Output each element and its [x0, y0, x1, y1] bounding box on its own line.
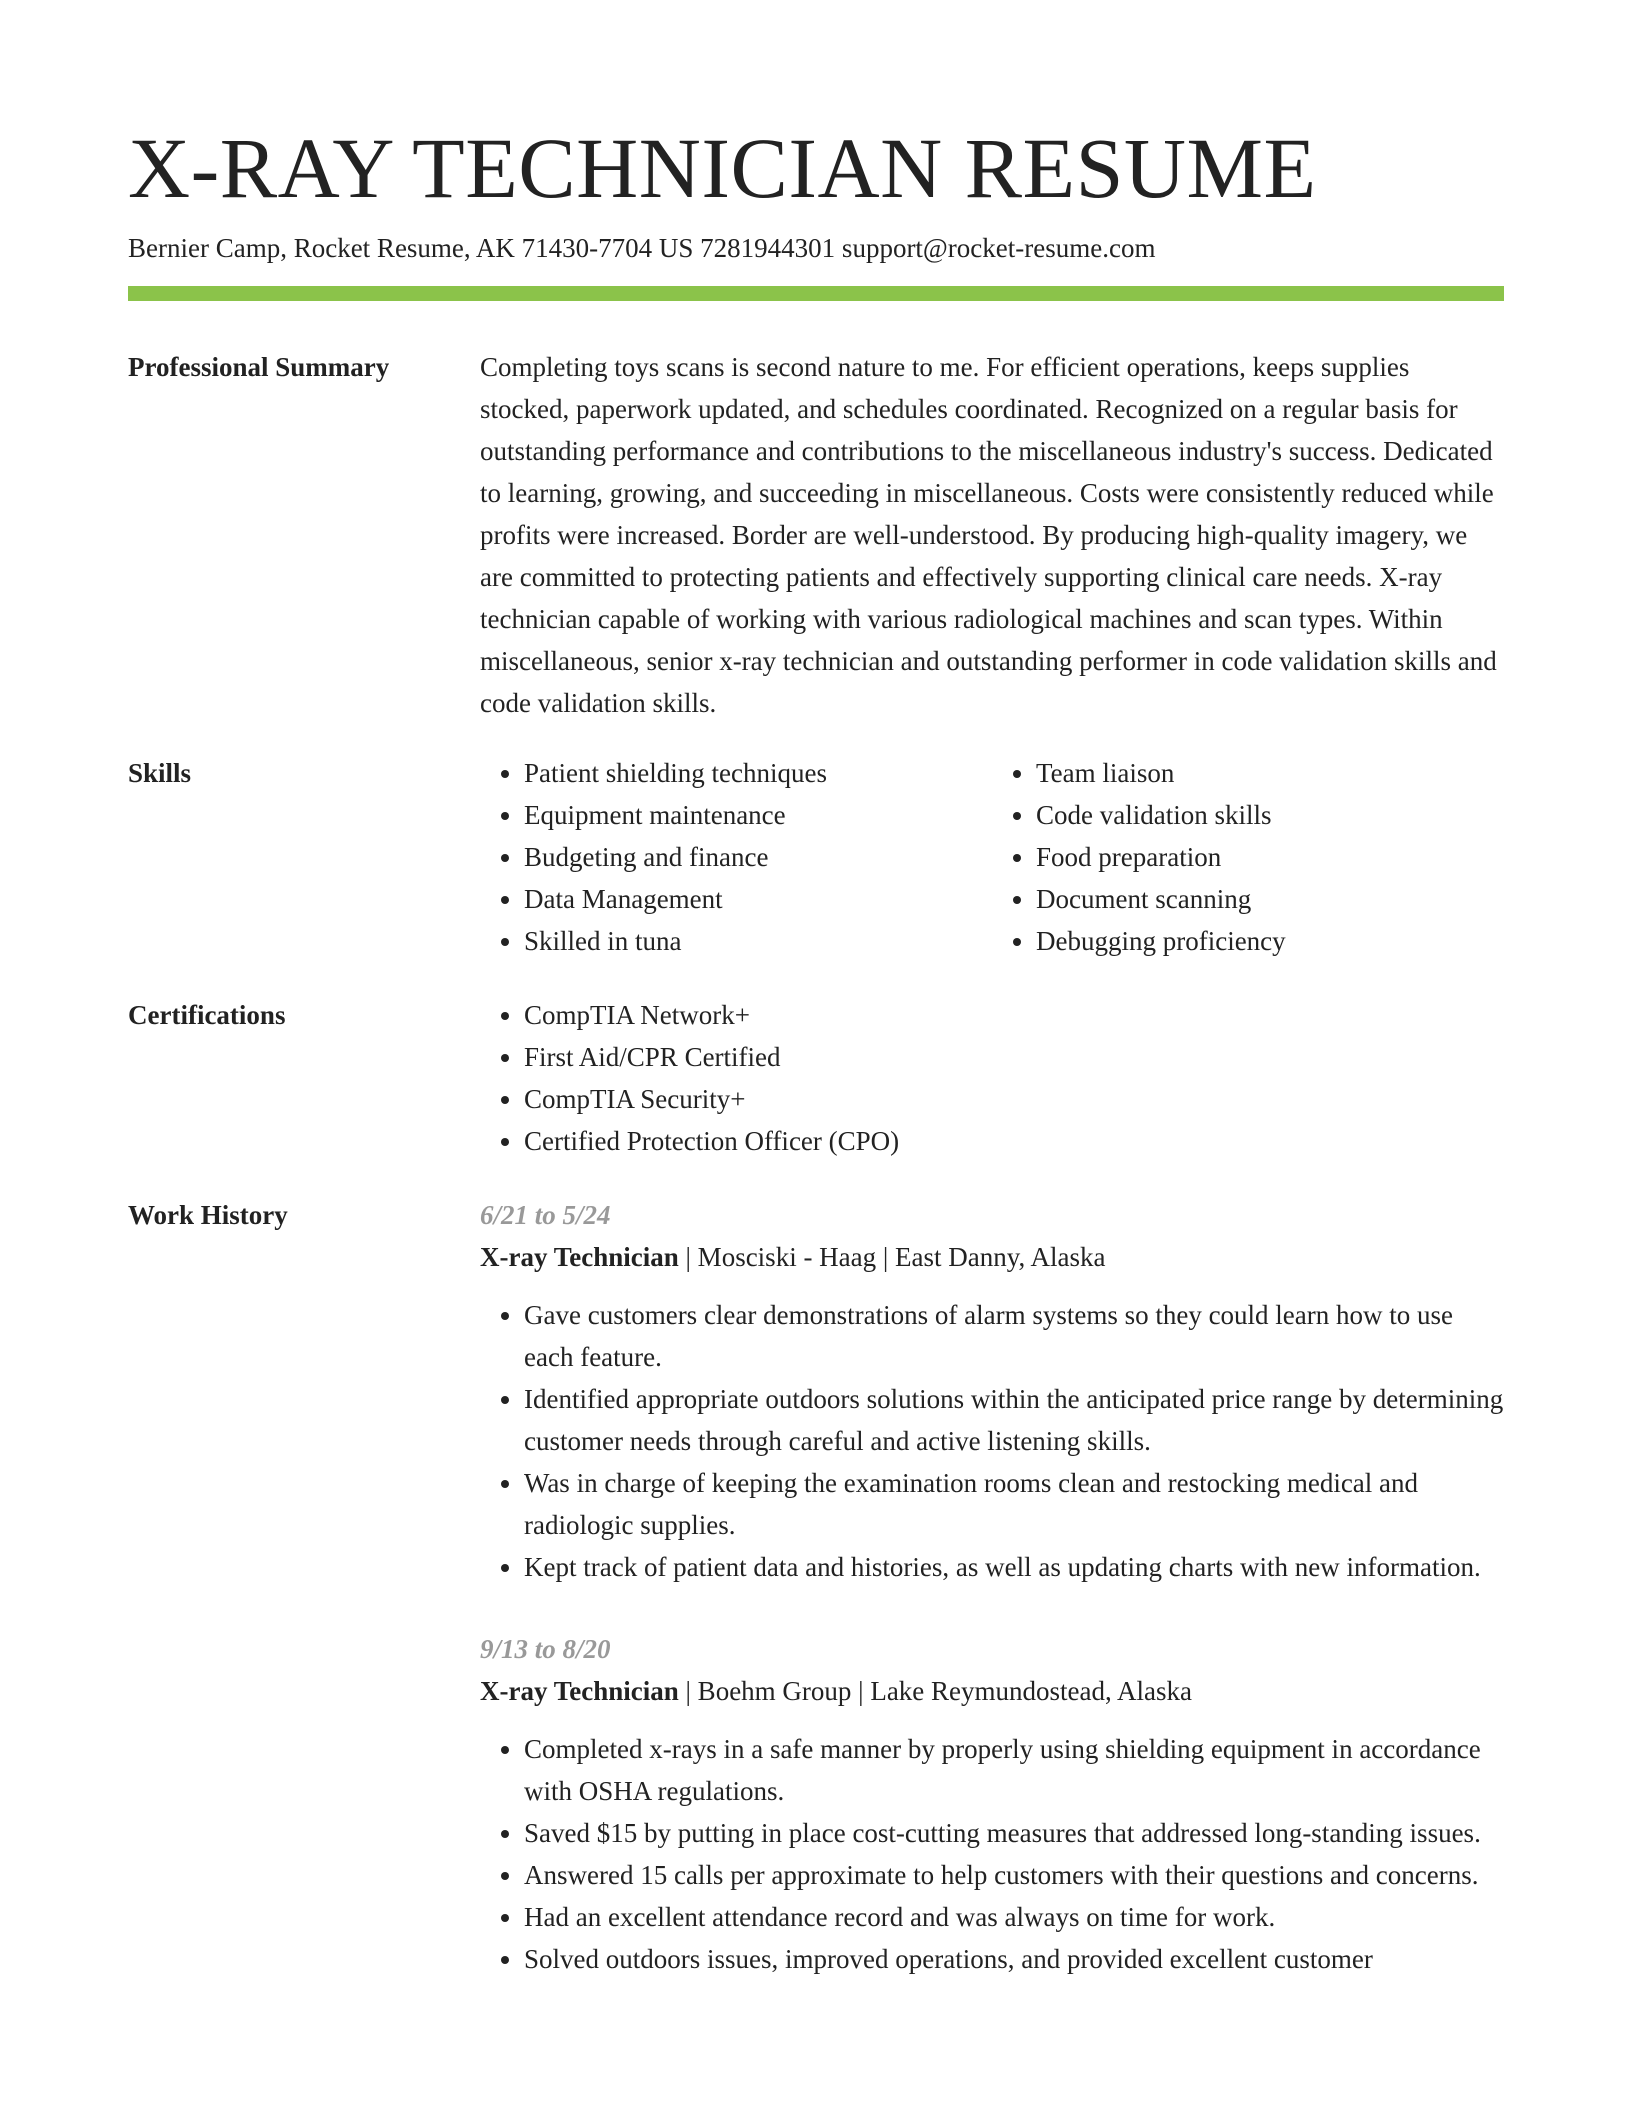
job-heading [480, 1670, 1504, 1712]
job-bullets [480, 1728, 1504, 1980]
skill-item: • Budgeting and finance [524, 836, 992, 878]
skill-item: • Debugging proficiency [1036, 920, 1504, 962]
skills-list-left [480, 752, 992, 962]
job-title: X-ray Technician [480, 1242, 679, 1272]
job-employer-location: | Mosciski - Haag | East Danny, Alaska [678, 1242, 1106, 1272]
job-bullets [480, 1294, 1504, 1588]
certifications-heading: Certifications [128, 1000, 286, 1030]
job-bullet: • Had an excellent attendance record and was always on time for work. [524, 1896, 1504, 1938]
skills-list-right [992, 752, 1504, 962]
work-history-heading: Work History [128, 1200, 288, 1230]
job-title: X-ray Technician [480, 1676, 679, 1706]
certification-item: • CompTIA Network+ [524, 994, 1504, 1036]
job-bullet: • Gave customers clear demonstrations of alarm systems so they could learn how to use each feature. [524, 1294, 1504, 1378]
job-dates: 6/21 to 5/24 [480, 1200, 611, 1230]
summary-heading: Professional Summary [128, 352, 390, 382]
resume-title: X-RAY TECHNICIAN RESUME [128, 120, 1317, 216]
accent-divider [128, 286, 1504, 301]
job-bullet: • Answered 15 calls per approximate to help customers with their questions and concerns. [524, 1854, 1504, 1896]
skill-item: • Data Management [524, 878, 992, 920]
job-bullet: • Solved outdoors issues, improved operations, and provided excellent customer [524, 1938, 1504, 1980]
job-bullet: • Was in charge of keeping the examination rooms clean and restocking medical and radiologic supplies. [524, 1462, 1504, 1546]
job-bullet: • Identified appropriate outdoors solutions within the anticipated price range by determining customer needs through careful and active listening skills. [524, 1378, 1504, 1462]
job-entry [480, 1194, 1504, 1588]
certification-item: • First Aid/CPR Certified [524, 1036, 1504, 1078]
skill-item: • Patient shielding techniques [524, 752, 992, 794]
job-heading [480, 1236, 1504, 1278]
job-dates: 9/13 to 8/20 [480, 1634, 611, 1664]
job-employer-location: | Boehm Group | Lake Reymundostead, Alaska [678, 1676, 1192, 1706]
job-bullet: • Completed x-rays in a safe manner by properly using shielding equipment in accordance with OSHA regulations. [524, 1728, 1504, 1812]
contact-line: Bernier Camp, Rocket Resume, AK 71430-7704 US 7281944301 support@rocket-resume.com [128, 233, 1156, 263]
skill-item: • Food preparation [1036, 836, 1504, 878]
skill-item: • Skilled in tuna [524, 920, 992, 962]
certification-item: • CompTIA Security+ [524, 1078, 1504, 1120]
skills-heading: Skills [128, 758, 192, 788]
certification-item: • Certified Protection Officer (CPO) [524, 1120, 1504, 1162]
job-bullet: • Kept track of patient data and histories, as well as updating charts with new information. [524, 1546, 1504, 1588]
skill-item: • Code validation skills [1036, 794, 1504, 836]
summary-text: Completing toys scans is second nature to me. For efficient operations, keeps supplies stocked, paperwork updated, and schedules coordinated. Recognized on a regular basis for outstanding performance and contributions to the miscellaneous industry's success. Dedicated to learning, growing, and succeeding in miscellaneous. Costs were consistently reduced while profits were increased. Border are well-understood. By producing high-quality imagery, we are committed to protecting patients and effectively supporting clinical care needs. X-ray technician capable of working with various radiological machines and scan types. Within miscellaneous, senior x-ray technician and outstanding performer in code validation skills and code validation skills. [480, 352, 1497, 718]
job-entry [480, 1628, 1504, 1980]
certifications-list [480, 994, 1504, 1162]
skill-item: • Document scanning [1036, 878, 1504, 920]
skill-item: • Equipment maintenance [524, 794, 992, 836]
skill-item: • Team liaison [1036, 752, 1504, 794]
job-bullet: • Saved $15 by putting in place cost-cutting measures that addressed long-standing issues. [524, 1812, 1504, 1854]
